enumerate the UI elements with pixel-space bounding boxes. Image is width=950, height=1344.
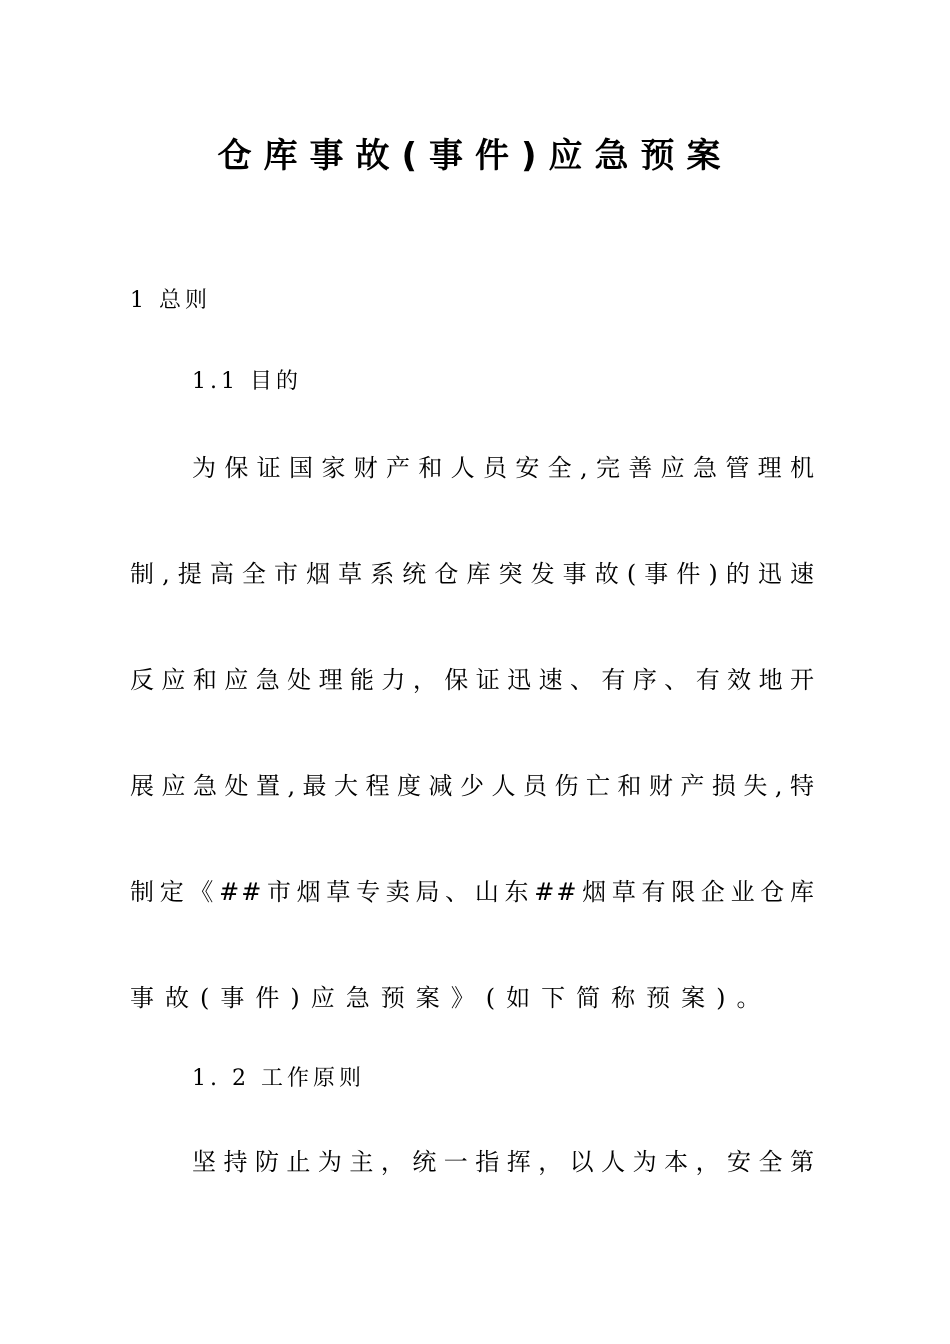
paragraph-line: 展应急处置,最大程度减少人员伤亡和财产损失,特 xyxy=(130,772,816,800)
paragraph-line: 坚持防止为主，统一指挥，以人为本，安全第 xyxy=(192,1148,816,1176)
document-title: 仓库事故(事件)应急预案 xyxy=(217,136,733,176)
paragraph-line: 事故(事件)应急预案》(如下简称预案)。 xyxy=(130,984,772,1012)
subsection-heading-principles: 1. 2 工作原则 xyxy=(192,1066,365,1091)
section-heading-general: 1 总则 xyxy=(130,288,211,313)
subsection-heading-purpose: 1.1 目的 xyxy=(192,369,302,394)
paragraph-line: 反应和应急处理能力，保证迅速、有序、有效地开 xyxy=(130,666,816,694)
paragraph-line: 制,提高全市烟草系统仓库突发事故(事件)的迅速 xyxy=(130,560,816,588)
paragraph-line: 为保证国家财产和人员安全,完善应急管理机 xyxy=(192,454,816,482)
paragraph-line: 制定《##市烟草专卖局、山东##烟草有限企业仓库 xyxy=(130,878,816,906)
